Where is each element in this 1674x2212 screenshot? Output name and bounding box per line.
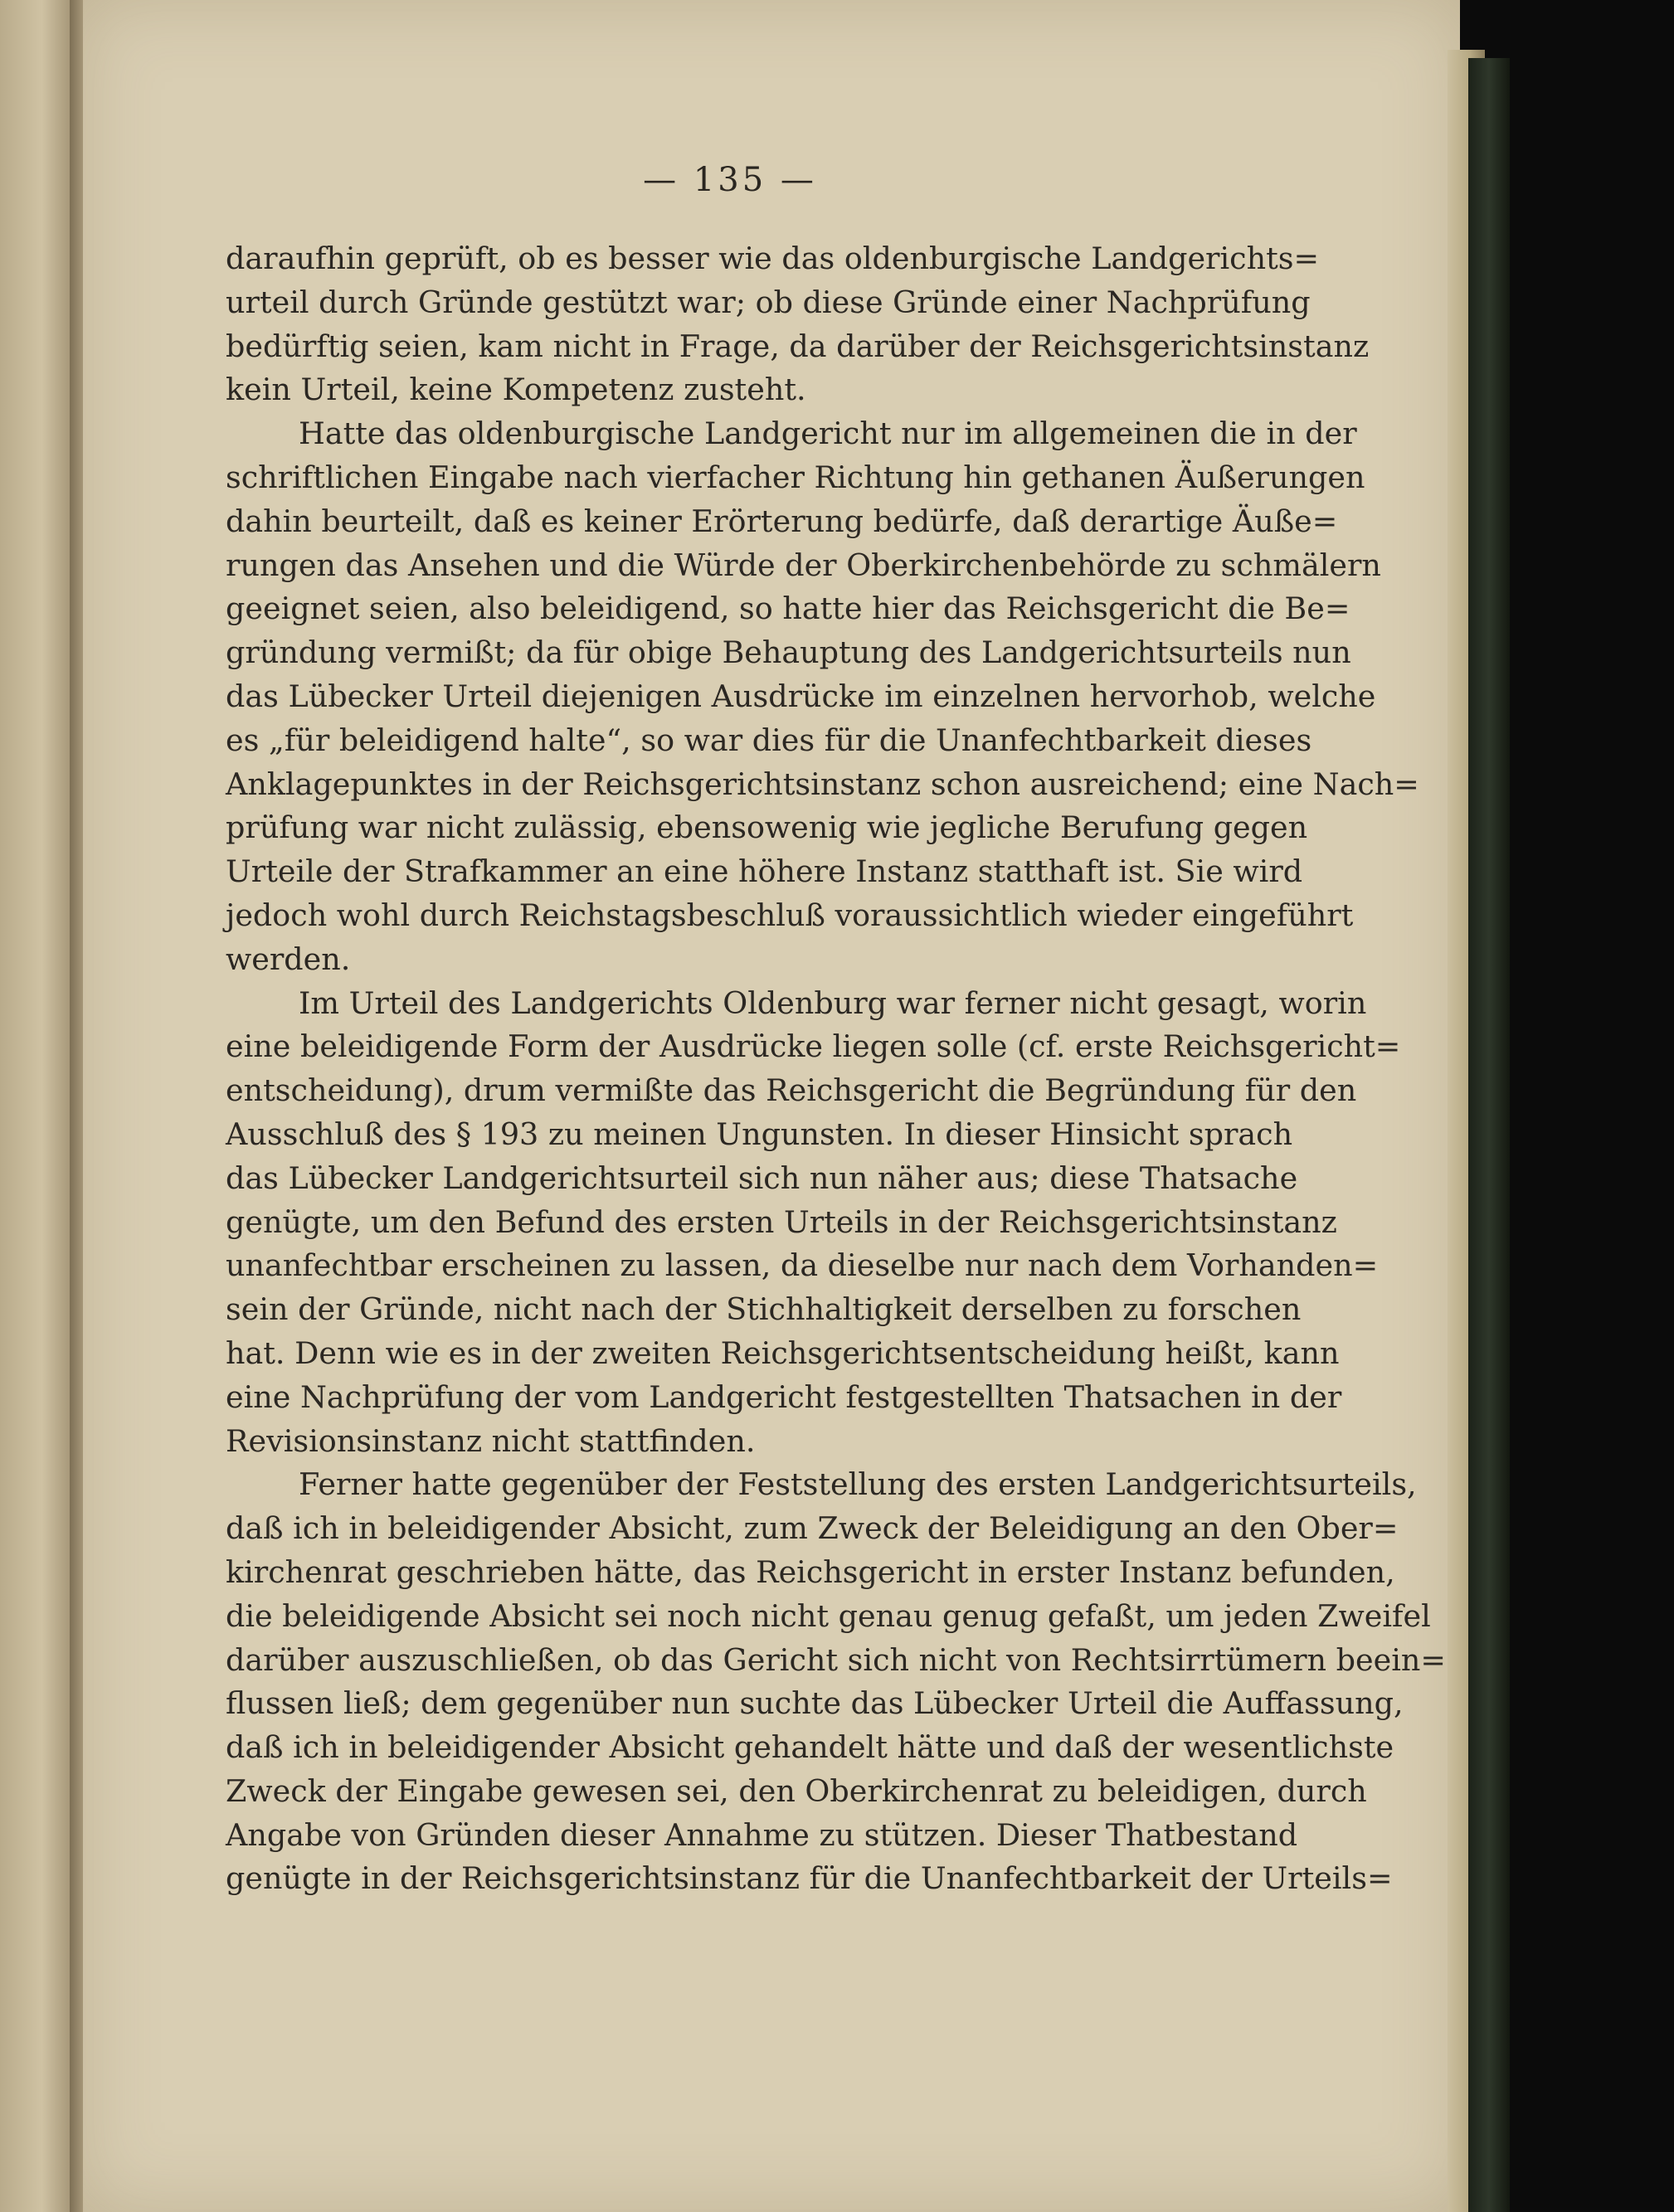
text-line: rungen das Ansehen und die Würde der Oberkirchenbehörde zu schmälern xyxy=(226,547,1381,583)
text-line: jedoch wohl durch Reichstagsbeschluß voraussichtlich wieder eingeführt xyxy=(226,897,1354,933)
text-line: gründung vermißt; da für obige Behauptung des Landgerichtsurteils nun xyxy=(226,634,1351,671)
text-line: werden. xyxy=(226,941,351,977)
page-number: — 135 — xyxy=(643,161,817,199)
text-line: Hatte das oldenburgische Landgericht nur im allgemeinen die in der xyxy=(299,416,1357,452)
text-line: eine Nachprüfung der vom Landgericht festgestellten Thatsachen in der xyxy=(226,1378,1342,1415)
text-line: Anklagepunktes in der Reichsgerichtsinstanz schon ausreichend; eine Nach= xyxy=(226,766,1419,802)
text-line: urteil durch Gründe gestützt war; ob diese Gründe einer Nachprüfung xyxy=(226,284,1311,320)
text-line: kirchenrat geschrieben hätte, das Reichsgericht in erster Instanz befunden, xyxy=(226,1553,1395,1590)
text-line: daß ich in beleidigender Absicht gehandelt hätte und daß der wesentlichste xyxy=(226,1729,1394,1766)
text-line: flussen ließ; dem gegenüber nun suchte das Lübecker Urteil die Auffassung, xyxy=(226,1685,1404,1722)
text-line: unanfechtbar erscheinen zu lassen, da dieselbe nur nach dem Vorhanden= xyxy=(226,1247,1379,1284)
text-line: genügte, um den Befund des ersten Urteils in der Reichsgerichtsinstanz xyxy=(226,1203,1337,1240)
text-line: Revisionsinstanz nicht stattfinden. xyxy=(226,1422,756,1459)
text-line: bedürftig seien, kam nicht in Frage, da darüber der Reichsgerichtsinstanz xyxy=(226,328,1370,364)
body-text xyxy=(226,237,1446,1901)
text-line: eine beleidigende Form der Ausdrücke liegen solle (cf. erste Reichsgericht= xyxy=(226,1028,1401,1065)
text-line: Angabe von Gründen dieser Annahme zu stützen. Dieser Thatbestand xyxy=(226,1816,1298,1853)
text-line: das Lübecker Urteil diejenigen Ausdrücke im einzelnen hervorhob, welche xyxy=(226,678,1376,714)
text-line: hat. Denn wie es in der zweiten Reichsgerichtsentscheidung heißt, kann xyxy=(226,1334,1340,1371)
left-page-edge xyxy=(0,0,70,2212)
text-line: schriftlichen Eingabe nach vierfacher Richtung hin gethanen Äußerungen xyxy=(226,459,1365,495)
text-line: Im Urteil des Landgerichts Oldenburg war ferner nicht gesagt, worin xyxy=(299,984,1367,1021)
book-cover-board xyxy=(1468,58,1510,2212)
text-line: Zweck der Eingabe gewesen sei, den Oberkirchenrat zu beleidigen, durch xyxy=(226,1772,1367,1809)
text-line: das Lübecker Landgerichtsurteil sich nun näher aus; diese Thatsache xyxy=(226,1159,1298,1196)
text-line: entscheidung), drum vermißte das Reichsgericht die Begründung für den xyxy=(226,1072,1357,1109)
text-line: Urteile der Strafkammer an eine höhere Instanz statthaft ist. Sie wird xyxy=(226,853,1303,890)
text-line: prüfung war nicht zulässig, ebensowenig wie jegliche Berufung gegen xyxy=(226,809,1308,846)
text-line: sein der Gründe, nicht nach der Stichhaltigkeit derselben zu forschen xyxy=(226,1291,1302,1328)
text-line: kein Urteil, keine Kompetenz zusteht. xyxy=(226,372,806,408)
text-line: die beleidigende Absicht sei noch nicht genau genug gefaßt, um jeden Zweifel xyxy=(226,1597,1431,1634)
text-line: Ferner hatte gegenüber der Feststellung des ersten Landgerichtsurteils, xyxy=(299,1466,1417,1503)
text-line: dahin beurteilt, daß es keiner Erörterung bedürfe, daß derartige Äuße= xyxy=(226,503,1338,539)
text-line: Ausschluß des § 193 zu meinen Ungunsten. In dieser Hinsicht sprach xyxy=(226,1116,1293,1152)
text-line: es „für beleidigend halte“, so war dies für die Unanfechtbarkeit dieses xyxy=(226,722,1312,758)
text-line: daraufhin geprüft, ob es besser wie das oldenburgische Landgerichts= xyxy=(226,241,1320,276)
text-line: daß ich in beleidigender Absicht, zum Zweck der Beleidigung an den Ober= xyxy=(226,1510,1399,1547)
text-line: darüber auszuschließen, ob das Gericht sich nicht von Rechtsirrtümern beein= xyxy=(226,1641,1446,1678)
text-line: geeignet seien, also beleidigend, so hatte hier das Reichsgericht die Be= xyxy=(226,591,1350,627)
text-line: genügte in der Reichsgerichtsinstanz für die Unanfechtbarkeit der Urteils= xyxy=(226,1860,1393,1897)
